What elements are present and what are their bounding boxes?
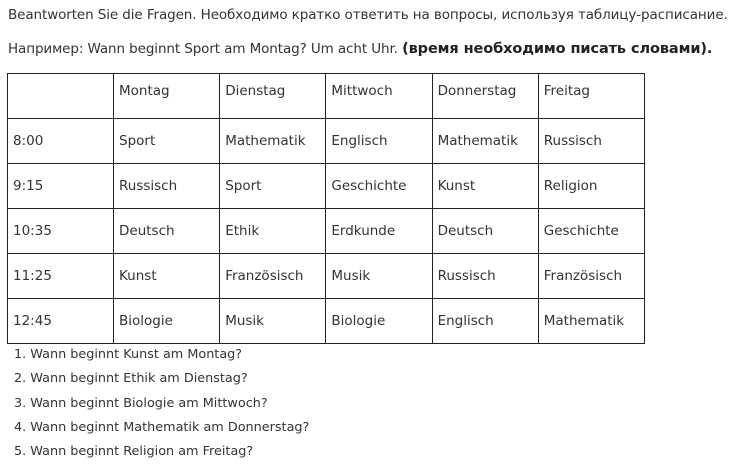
schedule-table — [7, 73, 645, 344]
subject-cell: Mathematik — [220, 119, 326, 164]
header-cell-day: Freitag — [538, 74, 644, 119]
subject-cell: Mathematik — [432, 119, 538, 164]
table-row — [8, 209, 645, 254]
header-cell-empty — [8, 74, 114, 119]
subject-cell: Sport — [220, 164, 326, 209]
question-item: 4. Wann beginnt Mathematik am Donnerstag? — [14, 419, 310, 435]
header-cell-day: Donnerstag — [432, 74, 538, 119]
subject-cell: Musik — [326, 254, 432, 299]
time-cell: 11:25 — [8, 254, 114, 299]
subject-cell: Kunst — [432, 164, 538, 209]
time-cell: 9:15 — [8, 164, 114, 209]
subject-cell: Biologie — [114, 299, 220, 344]
subject-cell: Biologie — [326, 299, 432, 344]
subject-cell: Englisch — [432, 299, 538, 344]
subject-cell: Sport — [114, 119, 220, 164]
header-cell-day: Mittwoch — [326, 74, 432, 119]
question-item: 1. Wann beginnt Kunst am Montag? — [14, 347, 243, 362]
example-line — [8, 41, 712, 57]
time-cell: 12:45 — [8, 299, 114, 344]
header-cell-day: Dienstag — [220, 74, 326, 119]
example-note: (время необходимо писать словами). — [402, 41, 713, 57]
subject-cell: Russisch — [538, 119, 644, 164]
subject-cell: Deutsch — [114, 209, 220, 254]
subject-cell: Englisch — [326, 119, 432, 164]
question-item: 2. Wann beginnt Ethik am Dienstag? — [14, 371, 248, 387]
subject-cell: Geschichte — [326, 164, 432, 209]
question-item: 3. Wann beginnt Biologie am Mittwoch? — [14, 395, 268, 411]
subject-cell: Kunst — [114, 254, 220, 299]
subject-cell: Französisch — [538, 254, 644, 299]
subject-cell: Mathematik — [538, 299, 644, 344]
subject-cell: Russisch — [114, 164, 220, 209]
question-item: 5. Wann beginnt Religion am Freitag? — [14, 444, 254, 460]
question-list — [14, 345, 309, 466]
header-cell-day: Montag — [114, 74, 220, 119]
subject-cell: Russisch — [432, 254, 538, 299]
table-row — [8, 164, 645, 209]
time-cell: 8:00 — [8, 119, 114, 164]
subject-cell: Französisch — [220, 254, 326, 299]
subject-cell: Ethik — [220, 209, 326, 254]
example-text: Например: Wann beginnt Sport am Montag? Um acht Uhr. — [8, 41, 398, 57]
table-row — [8, 254, 645, 299]
subject-cell: Erdkunde — [326, 209, 432, 254]
table-row — [8, 299, 645, 344]
time-cell: 10:35 — [8, 209, 114, 254]
instruction-text: Beantworten Sie die Fragen. Необходимо кратко ответить на вопросы, используя таблицу-расписание. — [8, 7, 728, 23]
subject-cell: Geschichte — [538, 209, 644, 254]
subject-cell: Deutsch — [432, 209, 538, 254]
subject-cell: Musik — [220, 299, 326, 344]
table-row — [8, 119, 645, 164]
table-header-row — [8, 74, 645, 119]
subject-cell: Religion — [538, 164, 644, 209]
